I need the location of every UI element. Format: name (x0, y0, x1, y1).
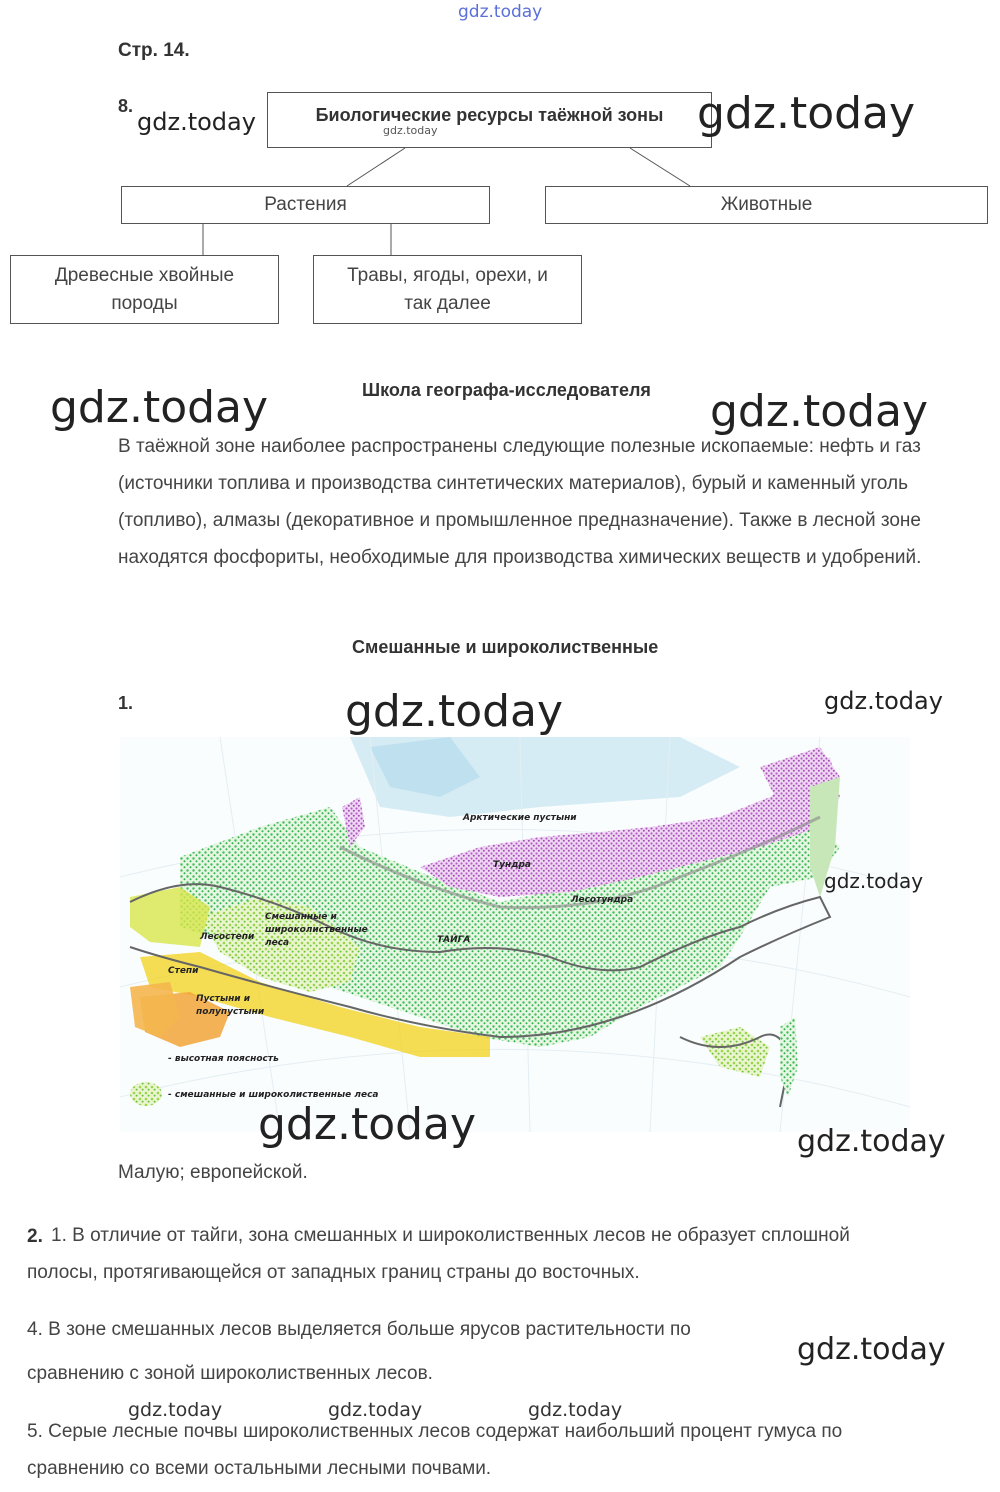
diagram-herbs-line2: так далее (404, 292, 491, 314)
connector-root-animals (630, 148, 690, 186)
connector-root-plants (347, 148, 405, 186)
map-label-forest-steppe: Лесостепи (200, 932, 255, 942)
diagram-plants-label: Растения (264, 194, 347, 215)
diagram-root-box (267, 92, 712, 148)
map-legend-altitude: - высотная поясность (168, 1054, 279, 1064)
page-label: Стр. 14. (118, 40, 190, 61)
top-watermark: gdz.today (458, 2, 543, 22)
watermark: gdz.today (824, 687, 943, 715)
watermark: gdz.today (50, 382, 269, 433)
map-label-mixed-3: леса (265, 938, 290, 948)
legend-mixed-swatch (130, 1082, 162, 1106)
watermark: gdz.today (328, 1399, 423, 1421)
diagram-root-label: Биологические ресурсы таёжной зоны (315, 105, 664, 125)
map-label-mixed-2: широколиственные (265, 925, 368, 935)
watermark: gdz.today (797, 1124, 946, 1159)
watermark: gdz.today (697, 88, 916, 139)
diagram-herbs-line1: Травы, ягоды, орехи, и (347, 264, 548, 286)
watermark: gdz.today (797, 1332, 946, 1367)
task2-paragraph-2: 4. В зоне смешанных лесов выделяется больше ярусов растительности по сравнению с зоной широколиственных лесов. (27, 1319, 691, 1384)
watermark-small: gdz.today (383, 124, 438, 137)
diagram-conifers-box (10, 255, 279, 324)
diagram-conifers-line2: породы (111, 292, 178, 314)
map-label-mixed-1: Смешанные и (265, 912, 337, 922)
map-label-arctic: Арктические пустыни (463, 813, 577, 823)
watermark: gdz.today (128, 1399, 223, 1421)
task2-number: 2. (27, 1226, 43, 1247)
map-label-steppe: Степи (168, 966, 199, 976)
watermark: gdz.today (345, 686, 564, 737)
watermark: gdz.today (824, 869, 924, 893)
watermark: gdz.today (528, 1399, 623, 1421)
diagram-plants-box (121, 186, 490, 224)
map-label-taiga: ТАЙГА (437, 935, 471, 945)
task8-number: 8. (118, 96, 134, 116)
map-label-tundra: Тундра (493, 860, 532, 870)
map-label-deserts-1: Пустыни и (196, 994, 251, 1004)
diagram-herbs-box (313, 255, 582, 324)
diagram-conifers-line1: Древесные хвойные (54, 264, 235, 286)
answer1-text: Малую; европейской. (118, 1162, 308, 1183)
map-label-forest-tundra: Лесотундра (571, 895, 634, 905)
diagram-animals-label: Животные (720, 194, 813, 215)
watermark: gdz.today (258, 1099, 477, 1150)
watermark: gdz.today (710, 386, 929, 437)
map-legend-mixed: - смешанные и широколиственные леса (168, 1090, 379, 1100)
diagram-animals-box (545, 186, 988, 224)
task2-paragraph-1: 1. В отличие от тайги, зона смешанных и широколиственных лесов не образует сплошной полосы, протягивающейся от западных границ страны до восточных. (27, 1225, 850, 1283)
task1-number: 1. (118, 693, 134, 713)
map-label-deserts-2: полупустыни (196, 1007, 265, 1017)
task2-paragraph-3: 5. Серые лесные почвы широколиственных лесов содержат наибольший процент гумуса по сравнению со всеми остальными лесными почвами. (27, 1421, 843, 1479)
watermark: gdz.today (137, 108, 256, 136)
mixed-heading: Смешанные и широколиственные (352, 637, 659, 657)
school-text: В таёжной зоне наиболее распространены следующие полезные ископаемые: нефть и газ (источники топлива и производства синтетических материалов), бурый и каменный уголь (топливо), алмазы (декоративное и промышленное предназначение). Также в лесной зоне находятся фосфориты, необходимые для производства химических веществ и удобрений. (118, 436, 922, 568)
school-heading: Школа географа-исследователя (362, 380, 651, 400)
